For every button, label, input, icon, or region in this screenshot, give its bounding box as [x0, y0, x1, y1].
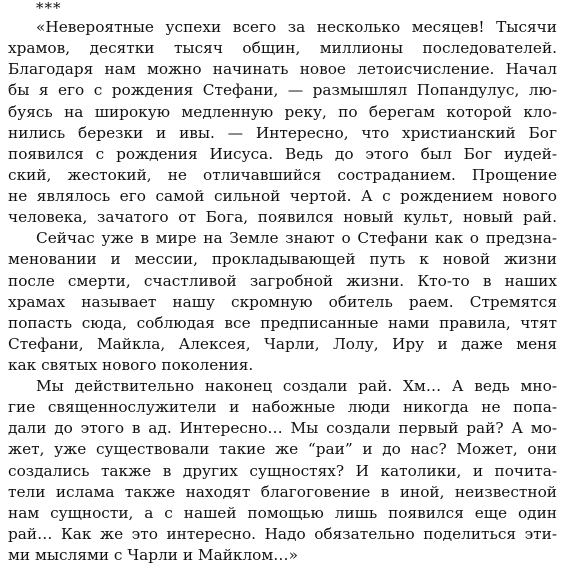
- text-line: после смерти, счастливой загробной жизни. Кто-то в наших: [8, 271, 557, 290]
- text-line: Благодаря нам можно начинать новое летоисчисление. Начал: [8, 60, 557, 79]
- text-line: жет, уже существовали такие же “раи” и до нас? Может, они: [8, 440, 557, 459]
- text-line: попасть сюда, соблюдая все предписанные нами правила, чтят: [8, 313, 557, 332]
- text-line: «Невероятные успехи всего за несколько месяцев! Тысячи: [36, 18, 557, 37]
- text-line: создались также в других сущностях? И католики, и почита-: [8, 461, 557, 480]
- text-line: дали до этого в ад. Интересно… Мы создали первый рай? А мо-: [8, 419, 557, 438]
- text-line: ми мыслями с Чарли и Майклом…»: [8, 546, 298, 564]
- text-line: Стефани, Майкла, Алексея, Чарли, Лолу, Иру и даже меня: [8, 334, 557, 353]
- text-line: Сейчас уже в мире на Земле знают о Стефани как о предзна-: [36, 229, 557, 248]
- text-line: храмов, десятки тысяч общин, миллионы последователей.: [8, 39, 557, 58]
- text-line: Мы действительно наконец создали рай. Хм… А ведь мно-: [36, 377, 557, 396]
- text-line: тели ислама также находят благоговение в иной, неизвестной: [8, 482, 557, 501]
- text-line: нам сущности, а с нашей помощью лишь появился еще один: [8, 503, 557, 522]
- section-divider: ***: [36, 0, 62, 17]
- text-line: как святых нового поколения.: [8, 355, 254, 374]
- text-line: меновании и мессии, прокладывающей путь к новой жизни: [8, 250, 557, 269]
- text-line: буясь на широкую медленную реку, по берегам которой кло-: [8, 102, 557, 121]
- text-line: не являлось его самой сильной чертой. А с рождением нового: [8, 187, 557, 206]
- text-line: рай… Как же это интересно. Надо обязательно поделиться эти-: [8, 524, 557, 543]
- text-line: гие священнослужители и набожные люди никогда не попа-: [8, 398, 557, 417]
- text-line: появился с рождения Иисуса. Ведь до этого был Бог иудей-: [8, 144, 557, 163]
- text-line: храмах называет нашу скромную обитель раем. Стремятся: [8, 292, 557, 311]
- text-line: бы я его с рождения Стефани, — размышлял Попандулус, лю-: [8, 81, 557, 100]
- text-line: нились березки и ивы. — Интересно, что христианский Бог: [8, 123, 557, 142]
- text-line: ский, жестокий, не отличавшийся состраданием. Прощение: [8, 165, 557, 184]
- text-line: человека, зачатого от Бога, появился новый культ, новый рай.: [8, 208, 557, 227]
